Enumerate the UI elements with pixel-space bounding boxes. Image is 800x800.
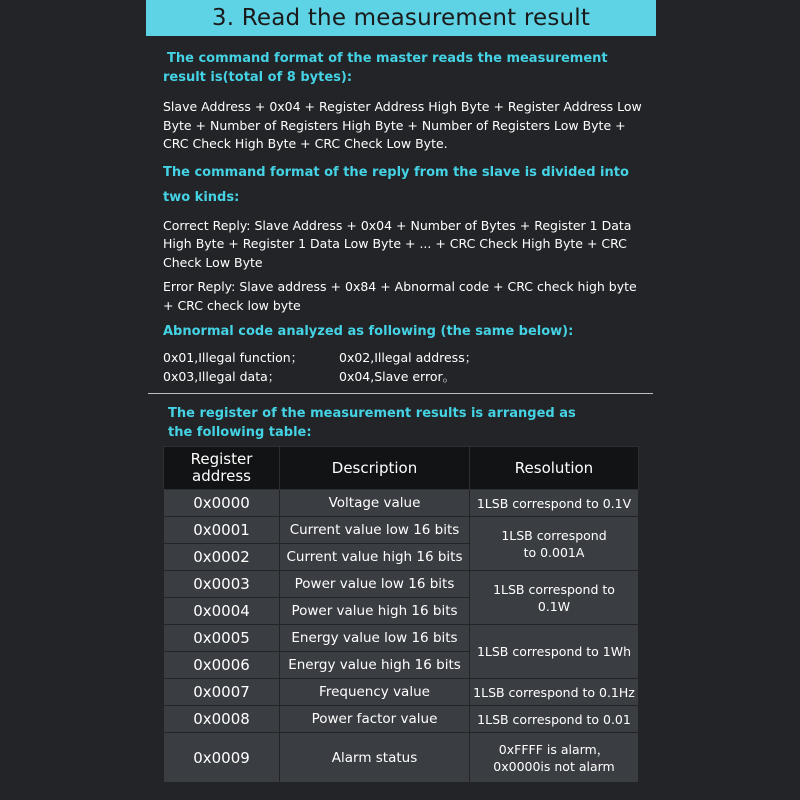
description-cell: Power factor value [280,706,470,733]
description-cell: Energy value high 16 bits [280,652,470,679]
abnormal-code-item: 0x04,Slave error。 [339,368,456,384]
table-intro: The register of the measurement results is arranged as the following table: [168,406,576,440]
table-row [164,679,639,706]
resolution-cell: 1LSB correspond to 0.1W [470,571,639,625]
register-address-cell: 0x0002 [164,544,280,571]
description-cell: Energy value low 16 bits [280,625,470,652]
abnormal-code-list [163,349,643,386]
master-command-format: Slave Address + 0x04 + Register Address High Byte + Register Address Low Byte + Number of Registers High Byte + Number of Registers Low Byte + CRC Check High Byte + CRC Check Low Byte. [163,99,642,151]
table-row [164,733,639,783]
register-address-cell: 0x0009 [164,733,280,783]
resolution-cell: 1LSB correspond to 0.1V [470,490,639,517]
register-address-cell: 0x0003 [164,571,280,598]
correct-reply-text: Correct Reply: Slave Address + 0x04 + Number of Bytes + Register 1 Data High Byte + Register 1 Data Low Byte + ... + CRC Check High Byte + CRC Check Low Byte [163,217,632,270]
resolution-header: Resolution [470,447,639,490]
master-command-heading: The command format of the master reads the measurement result is(total of 8 bytes): [163,51,608,85]
table-row [164,517,639,544]
section-divider [148,393,653,394]
protocol-description [163,44,643,386]
register-address-cell: 0x0008 [164,706,280,733]
reply-format-heading: The command format of the reply from the slave is divided into two kinds: [163,164,629,205]
register-address-cell: 0x0001 [164,517,280,544]
description-cell: Current value low 16 bits [280,517,470,544]
description-cell: Power value high 16 bits [280,598,470,625]
error-reply-text: Error Reply: Slave address + 0x84 + Abnormal code + CRC check high byte + CRC check low byte [163,279,637,313]
register-address-cell: 0x0004 [164,598,280,625]
resolution-cell: 0xFFFF is alarm， 0x0000is not alarm [470,733,639,783]
resolution-cell: 1LSB correspond to 0.001A [470,517,639,571]
register-address-cell: 0x0000 [164,490,280,517]
table-row [164,625,639,652]
description-cell: Alarm status [280,733,470,783]
description-header: Description [280,447,470,490]
abnormal-code-heading: Abnormal code analyzed as following (the same below): [163,324,574,339]
abnormal-code-item: 0x01,Illegal function； [163,350,304,365]
abnormal-code-item: 0x03,Illegal data； [163,368,281,384]
register-address-cell: 0x0007 [164,679,280,706]
table-row [164,706,639,733]
resolution-cell: 1LSB correspond to 1Wh [470,625,639,679]
description-cell: Frequency value [280,679,470,706]
description-cell: Voltage value [280,490,470,517]
register-address-cell: 0x0005 [164,625,280,652]
title-banner [146,0,656,36]
register-address-cell: 0x0006 [164,652,280,679]
table-row [164,571,639,598]
resolution-cell: 1LSB correspond to 0.1Hz [470,679,639,706]
resolution-cell: 1LSB correspond to 0.01 [470,706,639,733]
table-row [164,490,639,517]
register-address-header: Register address [164,447,280,490]
description-cell: Power value low 16 bits [280,571,470,598]
page-title: 3. Read the measurement result [211,5,591,31]
register-table [163,446,639,783]
table-header-row [164,447,639,490]
description-cell: Current value high 16 bits [280,544,470,571]
abnormal-code-item: 0x02,Illegal address； [339,350,478,365]
